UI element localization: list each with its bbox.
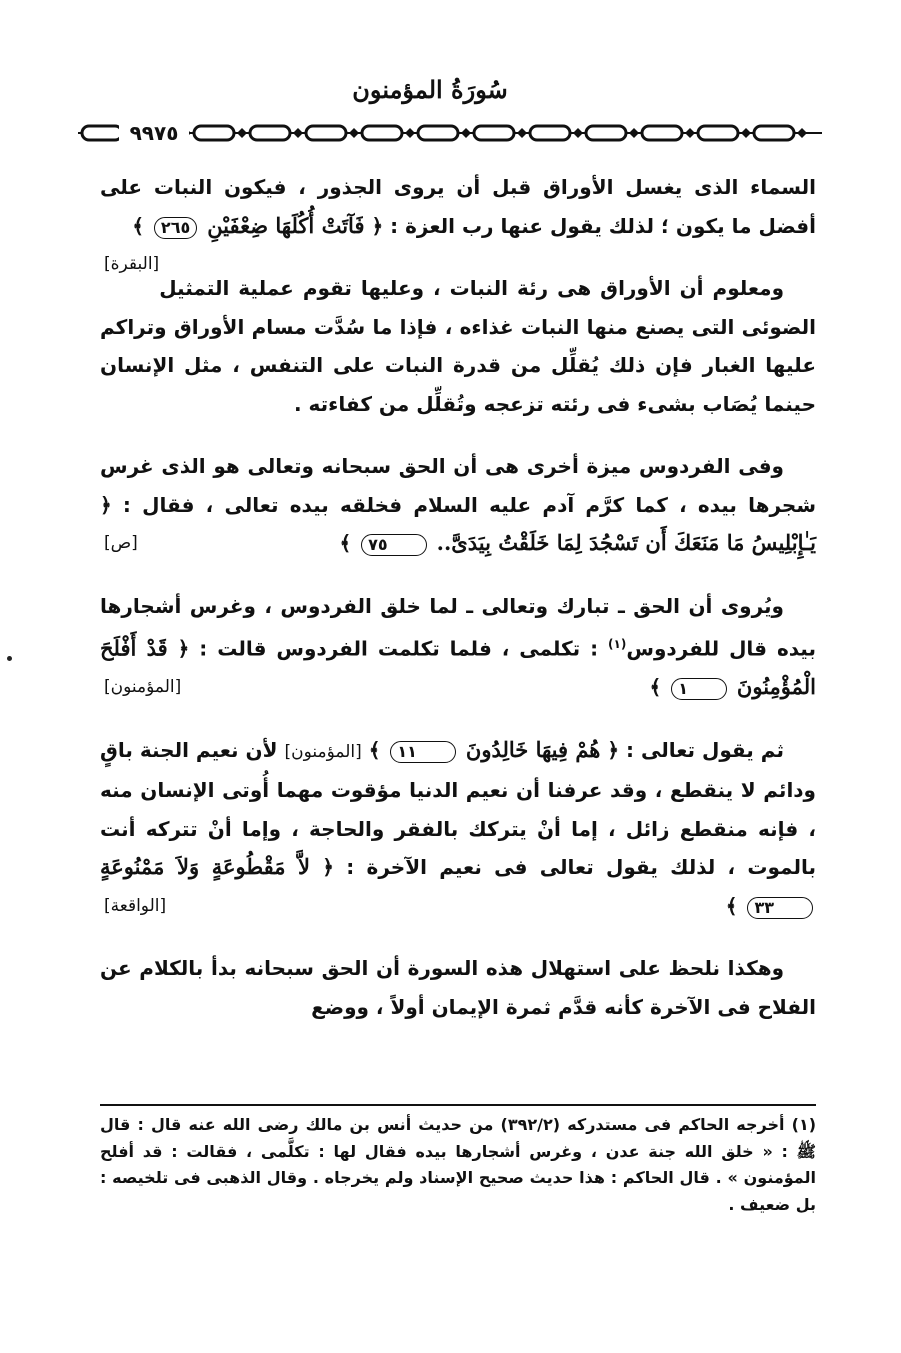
- quran-verse: هُمْ فِيهَا خَالِدُونَ: [465, 736, 601, 762]
- chain-link: [530, 126, 570, 140]
- chain-link: [306, 126, 346, 140]
- chain-diamond: [349, 128, 359, 138]
- surah-reference: [ص]: [104, 533, 138, 553]
- paragraph-text: ويُروى أن الحق ـ تبارك وتعالى ـ لما خلق الفردوس ، وغرس أشجارها بيده قال للفردوس: [100, 593, 816, 661]
- paragraph-text: ثم يقول تعالى : ﴿: [607, 737, 784, 762]
- chain-link: [418, 126, 458, 140]
- chain-diamond: [797, 128, 807, 138]
- quran-verse: لاَّ مَقْطُوعَةٍ وَلاَ مَمْنُوعَةٍ: [100, 854, 311, 880]
- chain-diamond: [293, 128, 303, 138]
- chain-link: [642, 126, 682, 140]
- surah-reference: [الواقعة]: [104, 895, 167, 916]
- paragraph: [100, 447, 816, 563]
- verse-close-bracket: ﴾: [649, 675, 662, 700]
- paragraph: [100, 949, 816, 1026]
- paragraph: [100, 731, 816, 926]
- chain-diamond: [741, 128, 751, 138]
- verse-number: ٣٣: [747, 897, 813, 919]
- quran-verse: فَآتَتْ أُكُلَهَا ضِعْفَيْنِ: [207, 212, 365, 238]
- surah-reference: [المؤمنون]: [104, 677, 182, 698]
- chain-diamond: [517, 128, 527, 138]
- paragraph-text-continued: : تكلمى ، فلما تكلمت الفردوس قالت : ﴿: [177, 636, 609, 661]
- chain-diamond: [629, 128, 639, 138]
- chain-link: [754, 126, 794, 140]
- chain-link: [362, 126, 402, 140]
- paragraph: [100, 269, 816, 423]
- paragraph-text-continued: لأن نعيم الجنة باقٍ ودائم لا ينقطع ، وقد عرفنا أن نعيم الدنيا مؤقوت مهما أُوتى الإنسان منه ، فإنه منقطع زائل ، إما أنْ يتركك بالفقر والحاجة ، وإما أنْ تتركه أنت بالموت ، لذلك يقول تعالى فى نعيم الآخرة : ﴿: [100, 737, 816, 880]
- inline-surah-reference: [المؤمنون]: [284, 741, 362, 762]
- surah-reference: [البقرة]: [104, 254, 160, 274]
- paragraph-text: ومعلوم أن الأوراق هى رئة النبات ، وعليها تقوم عملية التمثيل الضوئى التى يصنع منها النبات غذاءه ، فإذا ما سُدَّت مسام الأوراق وتراكم عليها الغبار فإن ذلك يُقلِّل من قدرة النبات على التنفس ، مثل الإنسان حينما يُصَاب بشىء فى رئته تزعجه وتُقلِّل من كفاءته .: [100, 276, 816, 416]
- quran-verse: قَدْ أَفْلَحَ الْمُؤْمِنُونَ: [100, 635, 816, 700]
- paragraph-text: وهكذا نلحظ على استهلال هذه السورة أن الحق سبحانه بدأ بالكلام عن الفلاح فى الآخرة كأنه قدَّم ثمرة الإيمان أولاً ، ووضع: [100, 956, 816, 1019]
- footnote-divider: [100, 1104, 816, 1106]
- chain-link: [194, 126, 234, 140]
- verse-number: ٢٦٥: [154, 217, 197, 239]
- page-number: ٩٩٧٥: [119, 120, 189, 146]
- verse-close-bracket: ﴾: [368, 737, 381, 762]
- verse-close-bracket: ﴾: [725, 893, 738, 918]
- paragraph: [100, 168, 816, 274]
- surah-title: سُورَةُ المؤمنون: [352, 75, 508, 104]
- verse-close-bracket: ﴾: [132, 213, 144, 238]
- verse-number: ٧٥: [361, 534, 427, 556]
- main-text: [100, 168, 816, 1050]
- chain-link: [698, 126, 738, 140]
- footnote-text: (١) أخرجه الحاكم فى مستدركه (٣٩٢/٢) من حديث أنس بن مالك رضى الله عنه قال : قال ﷺ : « خلق الله جنة عدن ، وغرس أشجارها بيده فقال لها : تكلَّمى ، فقالت : قد أفلح المؤمنون » . قال الحاكم : هذا حديث صحيح الإسناد ولم يخرجاه . وقال الذهبى فى تلخيصه : بل ضعيف .: [100, 1115, 817, 1214]
- verse-number: ١: [671, 678, 727, 700]
- chain-diamond: [405, 128, 415, 138]
- chain-link: [474, 126, 514, 140]
- scan-speck: [7, 656, 12, 661]
- verse-close-bracket: ﴾: [339, 531, 352, 555]
- chain-ornament: [78, 118, 822, 148]
- ornamental-border: [78, 118, 822, 148]
- footnote: [100, 1112, 816, 1218]
- quran-verse: يَـٰإِبْلِيسُ مَا مَنَعَكَ أَن تَسْجُدَ لِمَا خَلَقْتُ بِيَدَىَّ..: [436, 530, 816, 555]
- paragraph-text: وفى الفردوس ميزة أخرى هى أن الحق سبحانه وتعالى هو الذى غرس شجرها بيده ، كما كرَّم آدم عليه السلام فخلقه بيده تعالى ، فقال : ﴿: [100, 454, 816, 517]
- paragraph-text: السماء الذى يغسل الأوراق قبل أن يروى الجذور ، فيكون النبات على أفضل ما يكون ؛ لذلك يقول عنها رب العزة : ﴿: [100, 175, 816, 238]
- chain-link: [82, 126, 122, 140]
- chain-diamond: [573, 128, 583, 138]
- footnote-marker[interactable]: (١): [608, 637, 627, 651]
- chain-diamond: [685, 128, 695, 138]
- paragraph: [100, 587, 816, 707]
- verse-number: ١١: [390, 741, 456, 763]
- chain-link: [250, 126, 290, 140]
- chain-link: [586, 126, 626, 140]
- chain-diamond: [461, 128, 471, 138]
- chain-diamond: [237, 128, 247, 138]
